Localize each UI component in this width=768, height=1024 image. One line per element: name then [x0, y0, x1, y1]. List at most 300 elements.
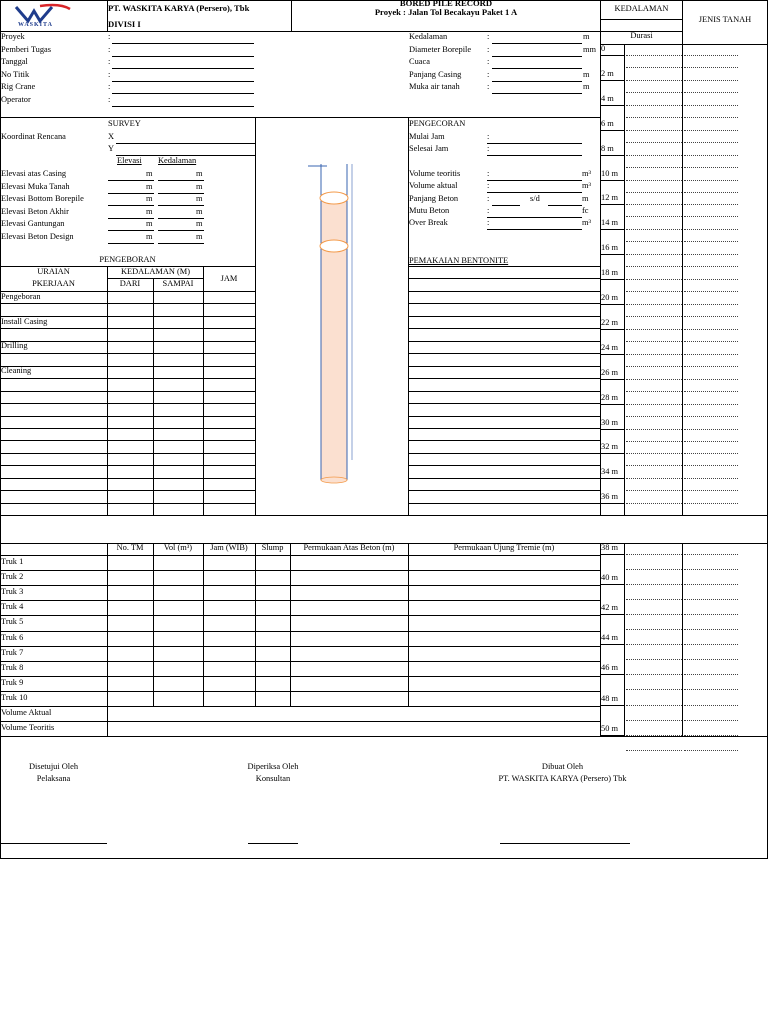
soil-type-field[interactable] — [684, 404, 738, 405]
info-field[interactable] — [112, 106, 254, 107]
soil-type-field[interactable] — [684, 689, 738, 690]
survey-unit: m — [146, 219, 153, 229]
info-label: Diameter Borepile — [409, 44, 472, 54]
info-colon: : — [487, 57, 490, 66]
soil-type-field[interactable] — [684, 429, 738, 430]
pengecoran-field[interactable] — [487, 229, 582, 230]
info-unit: m — [583, 32, 590, 41]
info-field[interactable] — [492, 68, 582, 69]
grid-row-line — [408, 353, 600, 354]
soil-type-field[interactable] — [684, 117, 738, 118]
truck-col-header: Permukaan Atas Beton (m) — [303, 543, 395, 552]
pengecoran-title: PENGECORAN — [409, 119, 466, 128]
soil-type-field[interactable] — [684, 391, 738, 392]
kedalaman-header: KEDALAMAN — [614, 4, 669, 13]
truck-row-line — [0, 676, 600, 677]
pengecoran-field[interactable] — [548, 205, 582, 206]
koordinat-x: X — [108, 132, 115, 141]
grid-row-line — [0, 453, 255, 454]
depth-duration-field[interactable] — [626, 117, 682, 118]
depth-duration-field[interactable] — [626, 192, 682, 193]
depth-duration-field[interactable] — [626, 391, 682, 392]
info-field[interactable] — [492, 56, 582, 57]
survey-label: Elevasi Gantungan — [1, 219, 65, 229]
survey-unit: m — [196, 219, 203, 229]
company-name: PT. WASKITA KARYA (Persero), Tbk — [108, 3, 250, 13]
bentonite-title: PEMAKAIAN BENTONITE — [409, 256, 509, 265]
jenis-tanah-header: JENIS TANAH — [698, 15, 752, 24]
bored-pile-drawing — [300, 160, 370, 490]
depth-tick-line — [600, 705, 625, 706]
pengecoran-colon: : — [487, 194, 490, 203]
truck-label: Truk 5 — [1, 617, 24, 627]
pengecoran-label: Panjang Beton — [409, 194, 459, 203]
depth-tick-line — [600, 279, 625, 280]
soil-type-field[interactable] — [684, 92, 738, 93]
pengecoran-label: Volume teoritis — [409, 169, 461, 178]
soil-type-field[interactable] — [684, 705, 738, 706]
survey-label: Elevasi Muka Tanah — [1, 181, 70, 191]
depth-duration-field[interactable] — [626, 279, 682, 280]
soil-type-field[interactable] — [684, 216, 738, 217]
depth-duration-field[interactable] — [626, 204, 682, 205]
soil-type-field[interactable] — [684, 465, 738, 466]
pengecoran-colon: : — [487, 132, 490, 141]
soil-type-field[interactable] — [684, 453, 738, 454]
depth-tick-label: 4 m — [601, 93, 614, 103]
soil-type-field[interactable] — [684, 329, 738, 330]
survey-label: Elevasi atas Casing — [1, 169, 67, 178]
depth-duration-field[interactable] — [626, 614, 682, 615]
truck-row-line — [0, 661, 600, 662]
soil-type-field[interactable] — [684, 105, 738, 106]
info-colon: : — [108, 57, 111, 66]
info-colon: : — [487, 44, 490, 54]
depth-tick-line — [600, 554, 625, 555]
grid-row-line — [0, 378, 255, 379]
truck-label: Truk 2 — [1, 572, 24, 582]
info-label: Cuaca — [409, 57, 430, 66]
sign-pelaksana-line[interactable] — [0, 843, 107, 844]
depth-duration-field[interactable] — [626, 341, 682, 342]
depth-duration-field[interactable] — [626, 416, 682, 417]
depth-tick-line — [600, 329, 625, 330]
soil-type-field[interactable] — [684, 316, 738, 317]
truck-col-line — [203, 543, 204, 707]
pengecoran-unit: fc — [582, 206, 589, 215]
pengecoran-colon: : — [487, 169, 490, 178]
durasi-header: Durasi — [630, 31, 653, 40]
info-label: Operator — [1, 94, 31, 104]
depth-duration-field[interactable] — [626, 329, 682, 330]
soil-type-field[interactable] — [684, 241, 738, 242]
grid-row-line — [408, 378, 600, 379]
survey-kedalaman-field[interactable] — [158, 243, 204, 244]
depth-duration-field[interactable] — [626, 105, 682, 106]
soil-type-field[interactable] — [684, 204, 738, 205]
depth-duration-field[interactable] — [626, 67, 682, 68]
pengecoran-label: Over Break — [409, 218, 448, 227]
soil-type-field[interactable] — [684, 291, 738, 292]
grid-row-line — [408, 316, 600, 317]
depth-tick-line — [600, 55, 625, 56]
depth-tick-line — [600, 180, 625, 181]
depth-tick-label: 34 m — [601, 467, 618, 477]
soil-type-field[interactable] — [684, 55, 738, 56]
grid-row-line — [0, 440, 255, 441]
koordinat-x-field[interactable] — [116, 143, 255, 144]
truck-row-line — [0, 631, 600, 632]
info-colon: : — [108, 82, 111, 91]
survey-unit: m — [196, 206, 203, 216]
depth-duration-field[interactable] — [626, 629, 682, 630]
col-elevasi: Elevasi — [117, 156, 142, 165]
soil-type-field[interactable] — [684, 569, 738, 570]
grid-row-line — [408, 440, 600, 441]
soil-type-field[interactable] — [684, 180, 738, 181]
soil-type-field[interactable] — [684, 490, 738, 491]
depth-duration-field[interactable] — [626, 750, 682, 751]
soil-type-field[interactable] — [684, 254, 738, 255]
info-unit: m — [583, 82, 590, 91]
pengecoran-colon: : — [487, 181, 490, 190]
truck-row-line — [0, 615, 600, 616]
survey-elevasi-field[interactable] — [108, 243, 154, 244]
survey-label: Elevasi Bottom Borepile — [1, 194, 84, 204]
info-field[interactable] — [112, 56, 254, 57]
truck-label: Truk 7 — [1, 647, 24, 657]
info-colon: : — [108, 32, 111, 41]
truck-col-header: Vol (m³) — [163, 543, 193, 552]
depth-tick-line — [600, 503, 625, 504]
depth-tick-label: 18 m — [601, 268, 618, 278]
soil-type-field[interactable] — [684, 80, 738, 81]
depth-duration-field[interactable] — [626, 554, 682, 555]
depth-duration-field[interactable] — [626, 599, 682, 600]
depth-duration-field[interactable] — [626, 354, 682, 355]
volume-aktual-label: Volume Aktual — [1, 708, 52, 717]
depth-duration-field[interactable] — [626, 478, 682, 479]
depth-duration-field[interactable] — [626, 503, 682, 504]
depth-tick-label: 2 m — [601, 68, 614, 78]
grid-row-line — [0, 353, 255, 354]
survey-unit: m — [196, 194, 203, 204]
truck-label: Truk 8 — [1, 662, 24, 672]
depth-tick-label: 22 m — [601, 317, 618, 327]
depth-tick-line — [600, 674, 625, 675]
depth-duration-field[interactable] — [626, 689, 682, 690]
info-field[interactable] — [112, 81, 254, 82]
truck-label: Truk 10 — [1, 692, 28, 702]
depth-duration-field[interactable] — [626, 130, 682, 131]
depth-duration-field[interactable] — [626, 92, 682, 93]
truck-row-line — [0, 721, 600, 722]
truck-row-line — [0, 570, 600, 571]
info-field[interactable] — [492, 43, 582, 44]
soil-type-field[interactable] — [684, 599, 738, 600]
record-title: BORED PILE RECORD — [399, 0, 493, 8]
col-uraian: URAIAN — [37, 267, 70, 276]
depth-tick-label: 44 m — [601, 633, 618, 643]
col-pkerjaan: PKERJAAN — [32, 279, 75, 288]
info-colon: : — [487, 82, 490, 91]
col-kedalaman: Kedalaman — [158, 156, 197, 165]
depth-tick-line — [600, 155, 625, 156]
depth-duration-field[interactable] — [626, 180, 682, 181]
soil-type-field[interactable] — [684, 441, 738, 442]
grid-row-line — [0, 503, 255, 504]
grid-row-line — [408, 366, 600, 367]
truck-col-header: Jam (WIB) — [210, 543, 248, 552]
pengecoran-label: Volume aktual — [409, 181, 458, 190]
sign-waskita-role: PT. WASKITA KARYA (Persero) Tbk — [498, 774, 627, 783]
grid-row-line — [0, 328, 255, 329]
depth-duration-field[interactable] — [626, 490, 682, 491]
pengecoran-label: Selesai Jam — [409, 144, 449, 153]
depth-duration-field[interactable] — [626, 404, 682, 405]
info-field[interactable] — [492, 81, 582, 82]
truck-row-line — [0, 600, 600, 601]
survey-kedalaman-field[interactable] — [158, 180, 204, 181]
survey-elevasi-field[interactable] — [108, 180, 154, 181]
pengecoran-colon: : — [487, 206, 490, 215]
depth-tick-line — [600, 453, 625, 454]
soil-type-field[interactable] — [684, 67, 738, 68]
grid-row-line — [0, 403, 255, 404]
grid-row-line — [0, 478, 255, 479]
pengecoran-field[interactable] — [487, 180, 582, 181]
soil-type-field[interactable] — [684, 266, 738, 267]
pengecoran-label: Mulai Jam — [409, 132, 445, 141]
grid-row-line — [408, 465, 600, 466]
truck-col-line — [408, 543, 409, 707]
truck-row-line — [0, 585, 600, 586]
info-colon: : — [487, 69, 490, 79]
depth-duration-field[interactable] — [626, 584, 682, 585]
soil-type-field[interactable] — [684, 142, 738, 143]
pengecoran-unit: m³ — [582, 169, 592, 178]
depth-tick-label: 6 m — [601, 118, 614, 128]
grid-row-line — [408, 503, 600, 504]
info-field[interactable] — [112, 93, 254, 94]
info-colon: : — [108, 94, 111, 104]
depth-duration-field[interactable] — [626, 441, 682, 442]
grid-row-line — [408, 391, 600, 392]
pengecoran-colon: : — [487, 144, 490, 153]
depth-duration-field[interactable] — [626, 379, 682, 380]
info-label: Kedalaman — [409, 32, 448, 41]
truck-col-header: Slump — [261, 543, 284, 552]
grid-row-line — [0, 416, 255, 417]
depth-tick-label: 10 m — [601, 168, 618, 178]
depth-tick-line — [600, 584, 625, 585]
truck-col-line — [153, 543, 154, 707]
col-jam: JAM — [220, 274, 238, 283]
depth-tick-line — [600, 254, 625, 255]
soil-type-field[interactable] — [684, 155, 738, 156]
depth-duration-field[interactable] — [626, 569, 682, 570]
grid-row-line — [408, 416, 600, 417]
survey-unit: m — [146, 169, 153, 178]
survey-unit: m — [146, 194, 153, 204]
survey-title: SURVEY — [108, 119, 141, 128]
sign-konsultan-role: Konsultan — [255, 774, 291, 783]
depth-tick-line — [600, 354, 625, 355]
sign-waskita-title: Dibuat Oleh — [541, 762, 584, 771]
pengecoran-field[interactable] — [492, 205, 520, 206]
depth-tick-line — [600, 429, 625, 430]
soil-type-field[interactable] — [684, 720, 738, 721]
depth-tick-label: 14 m — [601, 218, 618, 228]
truck-row-line — [0, 706, 600, 707]
soil-type-field[interactable] — [684, 674, 738, 675]
sign-waskita-line[interactable] — [500, 843, 630, 844]
depth-tick-label: 38 m — [601, 543, 618, 552]
grid-row-line — [0, 303, 255, 304]
depth-duration-field[interactable] — [626, 465, 682, 466]
depth-duration-field[interactable] — [626, 304, 682, 305]
info-label: Proyek — [1, 32, 25, 41]
depth-duration-field[interactable] — [626, 316, 682, 317]
soil-type-field[interactable] — [684, 584, 738, 585]
soil-type-field[interactable] — [684, 614, 738, 615]
info-colon: : — [108, 69, 111, 79]
depth-duration-field[interactable] — [626, 155, 682, 156]
pengecoran-mid: s/d — [530, 194, 540, 203]
soil-type-field[interactable] — [684, 750, 738, 751]
company-logo — [10, 3, 72, 29]
pengeboran-title: PENGEBORAN — [99, 255, 156, 264]
grid-row-line — [408, 291, 600, 292]
pengecoran-field[interactable] — [487, 192, 582, 193]
depth-duration-field[interactable] — [626, 55, 682, 56]
pengecoran-colon: : — [487, 218, 490, 227]
depth-tick-label: 50 m — [601, 723, 618, 733]
depth-tick-line — [600, 204, 625, 205]
depth-duration-field[interactable] — [626, 266, 682, 267]
pengecoran-field[interactable] — [487, 217, 582, 218]
depth-tick-line — [600, 80, 625, 81]
depth-tick-label: 0 — [601, 44, 606, 53]
depth-tick-label: 28 m — [601, 392, 618, 402]
info-label: No Titik — [1, 69, 30, 79]
depth-tick-line — [600, 404, 625, 405]
truck-col-line — [107, 543, 108, 736]
survey-unit: m — [196, 169, 203, 178]
grid-row-line — [408, 490, 600, 491]
depth-duration-field[interactable] — [626, 254, 682, 255]
depth-duration-field[interactable] — [626, 366, 682, 367]
info-unit: m — [583, 69, 590, 79]
soil-type-field[interactable] — [684, 416, 738, 417]
depth-tick-line — [600, 229, 625, 230]
depth-duration-field[interactable] — [626, 720, 682, 721]
depth-tick-label: 20 m — [601, 293, 618, 302]
sign-konsultan-line[interactable] — [248, 843, 298, 844]
grid-row-line — [408, 341, 600, 342]
depth-duration-field[interactable] — [626, 241, 682, 242]
soil-type-field[interactable] — [684, 130, 738, 131]
depth-tick-line — [600, 379, 625, 380]
depth-tick-label: 16 m — [601, 243, 618, 253]
depth-duration-field[interactable] — [626, 142, 682, 143]
depth-duration-field[interactable] — [626, 229, 682, 230]
depth-tick-label: 40 m — [601, 573, 618, 583]
truck-label: Truk 9 — [1, 677, 24, 687]
depth-duration-field[interactable] — [626, 216, 682, 217]
survey-label: Elevasi Beton Design — [1, 232, 74, 241]
grid-row-line — [408, 328, 600, 329]
truck-row-line — [0, 736, 768, 737]
depth-duration-field[interactable] — [626, 291, 682, 292]
depth-duration-field[interactable] — [626, 735, 682, 736]
info-colon: : — [487, 32, 490, 41]
depth-tick-line — [600, 735, 625, 736]
info-field[interactable] — [112, 68, 254, 69]
depth-duration-field[interactable] — [626, 167, 682, 168]
pengecoran-field[interactable] — [487, 155, 582, 156]
truck-row-line — [0, 555, 600, 556]
grid-row-line — [0, 341, 255, 342]
info-field[interactable] — [492, 93, 582, 94]
soil-type-field[interactable] — [684, 735, 738, 736]
soil-type-field[interactable] — [684, 192, 738, 193]
depth-duration-field[interactable] — [626, 429, 682, 430]
soil-type-field[interactable] — [684, 629, 738, 630]
logo-text: WASKITA — [18, 22, 53, 28]
depth-duration-field[interactable] — [626, 644, 682, 645]
soil-type-field[interactable] — [684, 503, 738, 504]
grid-row-line — [408, 303, 600, 304]
depth-tick-label: 8 m — [601, 143, 614, 153]
depth-tick-label: 12 m — [601, 193, 618, 203]
volume-teoritis-label: Volume Teoritis — [1, 723, 55, 732]
soil-type-field[interactable] — [684, 478, 738, 479]
info-colon: : — [108, 44, 111, 54]
soil-type-field[interactable] — [684, 341, 738, 342]
grid-row-line — [0, 428, 255, 429]
soil-type-field[interactable] — [684, 229, 738, 230]
depth-tick-line — [600, 105, 625, 106]
depth-duration-field[interactable] — [626, 453, 682, 454]
soil-type-field[interactable] — [684, 354, 738, 355]
depth-tick-label: 24 m — [601, 342, 618, 352]
survey-unit: m — [196, 232, 203, 241]
soil-type-field[interactable] — [684, 366, 738, 367]
survey-unit: m — [196, 181, 203, 191]
soil-type-field[interactable] — [684, 304, 738, 305]
soil-type-field[interactable] — [684, 167, 738, 168]
grid-row-line — [0, 391, 255, 392]
soil-type-field[interactable] — [684, 659, 738, 660]
pengecoran-field[interactable] — [487, 143, 582, 144]
depth-duration-field[interactable] — [626, 659, 682, 660]
depth-duration-field[interactable] — [626, 80, 682, 81]
sign-pelaksana-role: Pelaksana — [36, 774, 71, 783]
depth-tick-line — [600, 614, 625, 615]
soil-type-field[interactable] — [684, 279, 738, 280]
depth-duration-field[interactable] — [626, 705, 682, 706]
soil-type-field[interactable] — [684, 379, 738, 380]
info-label: Tanggal — [1, 57, 28, 66]
depth-tick-line — [600, 130, 625, 131]
soil-type-field[interactable] — [684, 554, 738, 555]
truck-label: Truk 4 — [1, 602, 24, 612]
info-field[interactable] — [112, 43, 254, 44]
soil-type-field[interactable] — [684, 644, 738, 645]
depth-duration-field[interactable] — [626, 674, 682, 675]
info-label: Muka air tanah — [409, 82, 460, 91]
